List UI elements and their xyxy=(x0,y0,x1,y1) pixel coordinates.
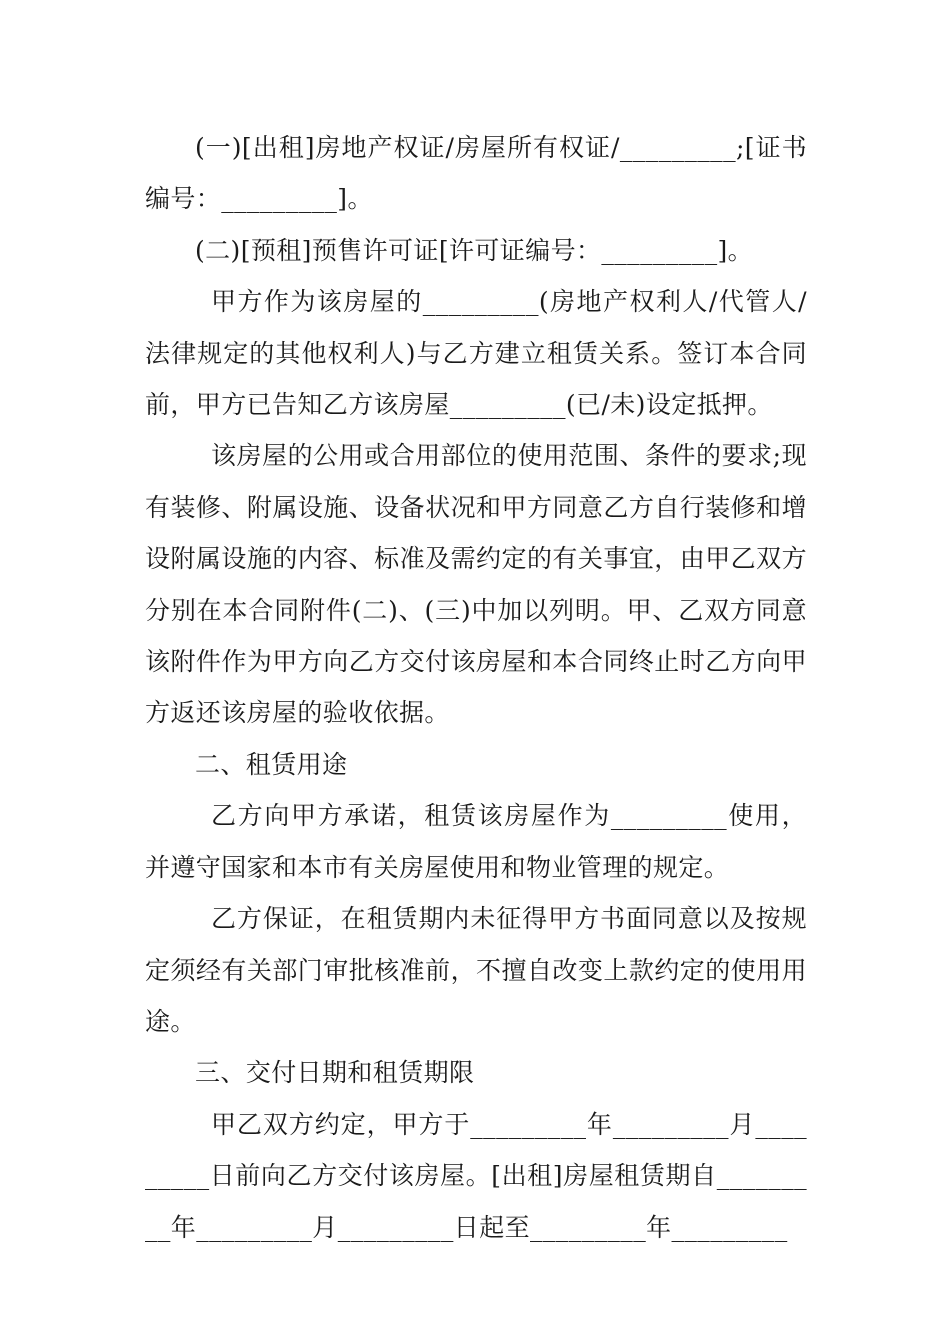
clause-2-para-use: 乙方向甲方承诺，租赁该房屋作为_________使用，并遵守国家和本市有关房屋使用和物业管理的规定。 xyxy=(145,801,807,882)
contract-body xyxy=(145,122,807,1253)
clause-3-heading: 三、交付日期和租赁期限 xyxy=(195,1058,475,1088)
clause-2-heading: 二、租赁用途 xyxy=(195,749,348,779)
clause-2-para-guarantee: 乙方保证，在租赁期内未征得甲方书面同意以及按规定须经有关部门审批核准前，不擅自改变上款约定的使用用途。 xyxy=(145,904,807,1036)
clause-1-para-role: 甲方作为该房屋的_________(房地产权利人/代管人/法律规定的其他权利人)与乙方建立租赁关系。签订本合同前，甲方已告知乙方该房屋_________(已/未)设定抵押。 xyxy=(145,287,807,420)
clause-1-item-1: (一)[出租]房地产权证/房屋所有权证/_________;[证书编号：_________]。 xyxy=(145,133,807,214)
clause-1-para-scope: 该房屋的公用或合用部位的使用范围、条件的要求;现有装修、附属设施、设备状况和甲方同意乙方自行装修和增设附属设施的内容、标准及需约定的有关事宜，由甲乙双方分别在本合同附件(二)、(三)中加以列明。甲、乙双方同意该附件作为甲方向乙方交付该房屋和本合同终止时乙方向甲方返还该房屋的验收依据。 xyxy=(145,441,807,728)
clause-3-para-dates: 甲乙双方约定，甲方于_________年_________月_________日前向乙方交付该房屋。[出租]房屋租赁期自_________年_________月_________日起至_________年_________ xyxy=(145,1109,807,1242)
clause-1-item-2: (二)[预租]预售许可证[许可证编号：_________]。 xyxy=(195,235,754,265)
